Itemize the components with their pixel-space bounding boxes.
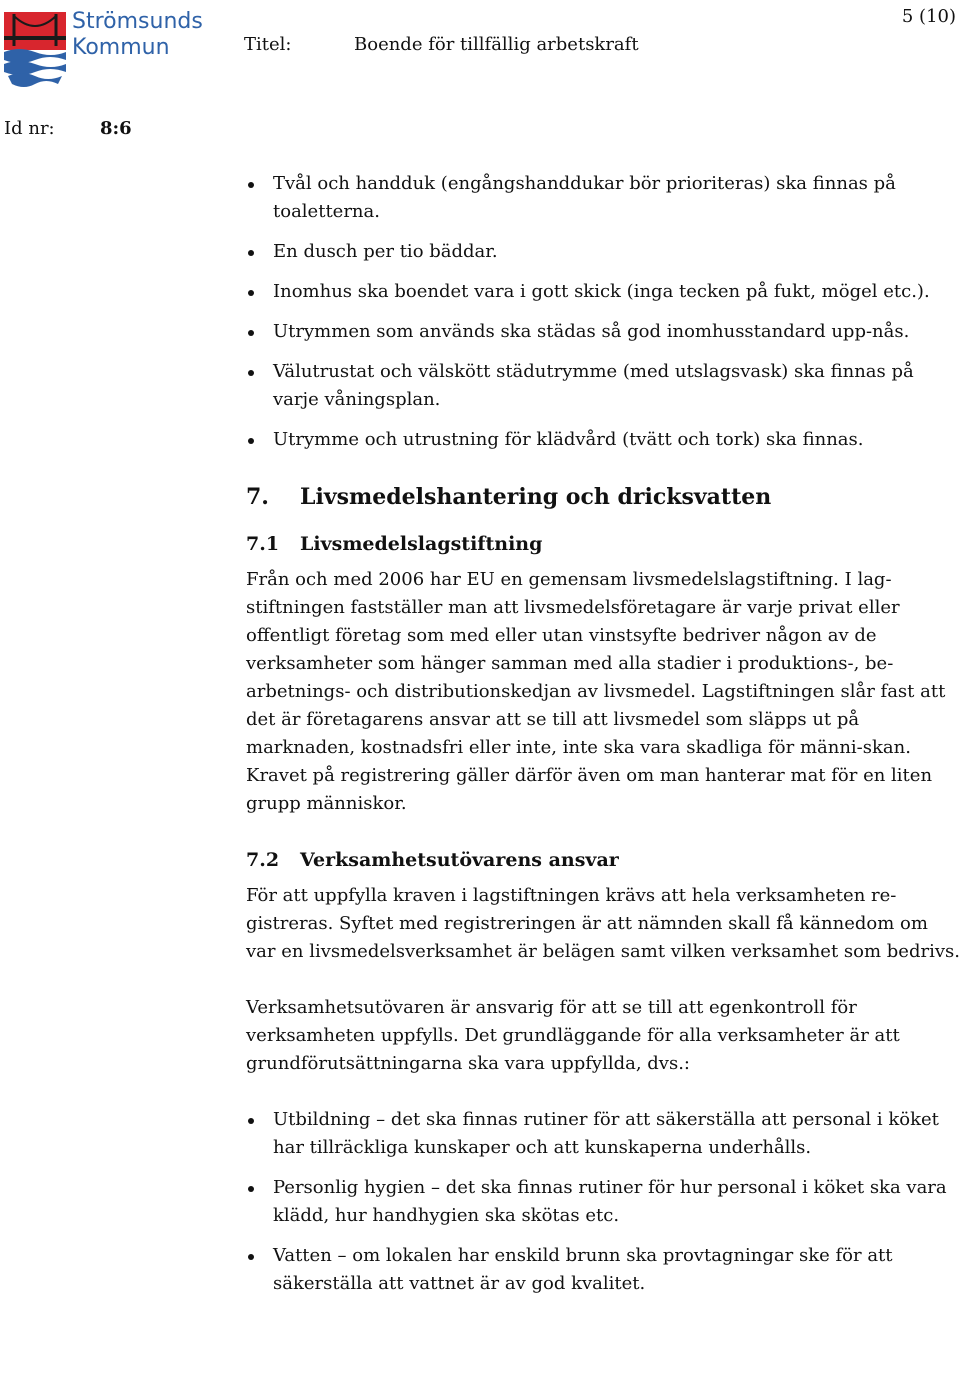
logo <box>4 6 203 88</box>
section-7-2-title: Verksamhetsutövarens ansvar <box>300 849 619 871</box>
logo-text-line2: Kommun <box>72 35 170 60</box>
document-body <box>246 170 960 1310</box>
section-7-2-number: 7.2 <box>246 849 280 871</box>
list-item: En dusch per tio bäddar. <box>246 238 960 266</box>
section-7-2-paragraph-1: För att uppfylla kraven i lagstiftningen krävs att hela verksamheten re-gistreras. Syftet med registreringen är att nämnden skall få kännedom om var en livsmedelsverksamhet är belägen samt vilken verksamhet som bedrivs. <box>246 885 960 962</box>
section-7-1-paragraph: Från och med 2006 har EU en gemensam livsmedelslagstiftning. I lag-stiftningen fastställer man att livsmedelsföretagare är varje privat eller offentligt företag som med eller utan vinstsyfte bedriver någon av de verksamheter som hänger samman med alla stadier i produktions-, be-arbetnings- och distributionskedjan av livsmedel. Lagstiftningen slår fast att det är företagarens ansvar att se till att livsmedel som släpps ut på marknaden, kostnadsfri eller inte, inte ska vara skadliga för männi-skan. Kravet på registrering gäller därför även om man hanterar mat för en liten grupp människor. <box>246 569 946 814</box>
logo-text-line1: Strömsunds <box>72 9 203 34</box>
section-7-1-title: Livsmedelslagstiftning <box>300 533 543 555</box>
section-7-number: 7. <box>246 484 269 510</box>
list-item: Inomhus ska boendet vara i gott skick (inga tecken på fukt, mögel etc.). <box>246 278 960 306</box>
section-7-2-heading <box>246 846 960 874</box>
section-7-1-number: 7.1 <box>246 533 280 555</box>
list-item: Utbildning – det ska finnas rutiner för att säkerställa att personal i köket har tillräckliga kunskaper och att kunskaperna underhålls. <box>246 1106 960 1162</box>
section-7-1-heading <box>246 530 960 558</box>
list-item: Tvål och handduk (engångshanddukar bör prioriteras) ska finnas på toaletterna. <box>246 170 960 226</box>
document-title: Boende för tillfällig arbetskraft <box>354 34 639 55</box>
bridge-logo-icon <box>4 6 66 88</box>
section-7-heading <box>246 482 960 512</box>
list-item: Personlig hygien – det ska finnas rutiner för hur personal i köket ska vara klädd, hur handhygien ska skötas etc. <box>246 1174 960 1230</box>
top-bullet-list <box>246 170 960 454</box>
section-7-2-paragraph-2: Verksamhetsutövaren är ansvarig för att se till att egenkontroll för verksamheten uppfylls. Det grundläggande för alla verksamheter är att grundförutsättningarna ska vara uppfyllda, dvs.: <box>246 997 900 1074</box>
list-item: Utrymmen som används ska städas så god inomhusstandard upp-nås. <box>246 318 960 346</box>
title-label: Titel: <box>244 34 292 55</box>
id-value: 8:6 <box>100 118 132 139</box>
page-number: 5 (10) <box>901 6 956 27</box>
bottom-bullet-list <box>246 1106 960 1298</box>
list-item: Vatten – om lokalen har enskild brunn ska provtagningar ske för att säkerställa att vattnet är av god kvalitet. <box>246 1242 960 1298</box>
list-item: Välutrustat och välskött städutrymme (med utslagsvask) ska finnas på varje våningsplan. <box>246 358 960 414</box>
section-7-title: Livsmedelshantering och dricksvatten <box>300 484 772 510</box>
id-label: Id nr: <box>4 118 55 139</box>
list-item: Utrymme och utrustning för klädvård (tvätt och tork) ska finnas. <box>246 426 960 454</box>
